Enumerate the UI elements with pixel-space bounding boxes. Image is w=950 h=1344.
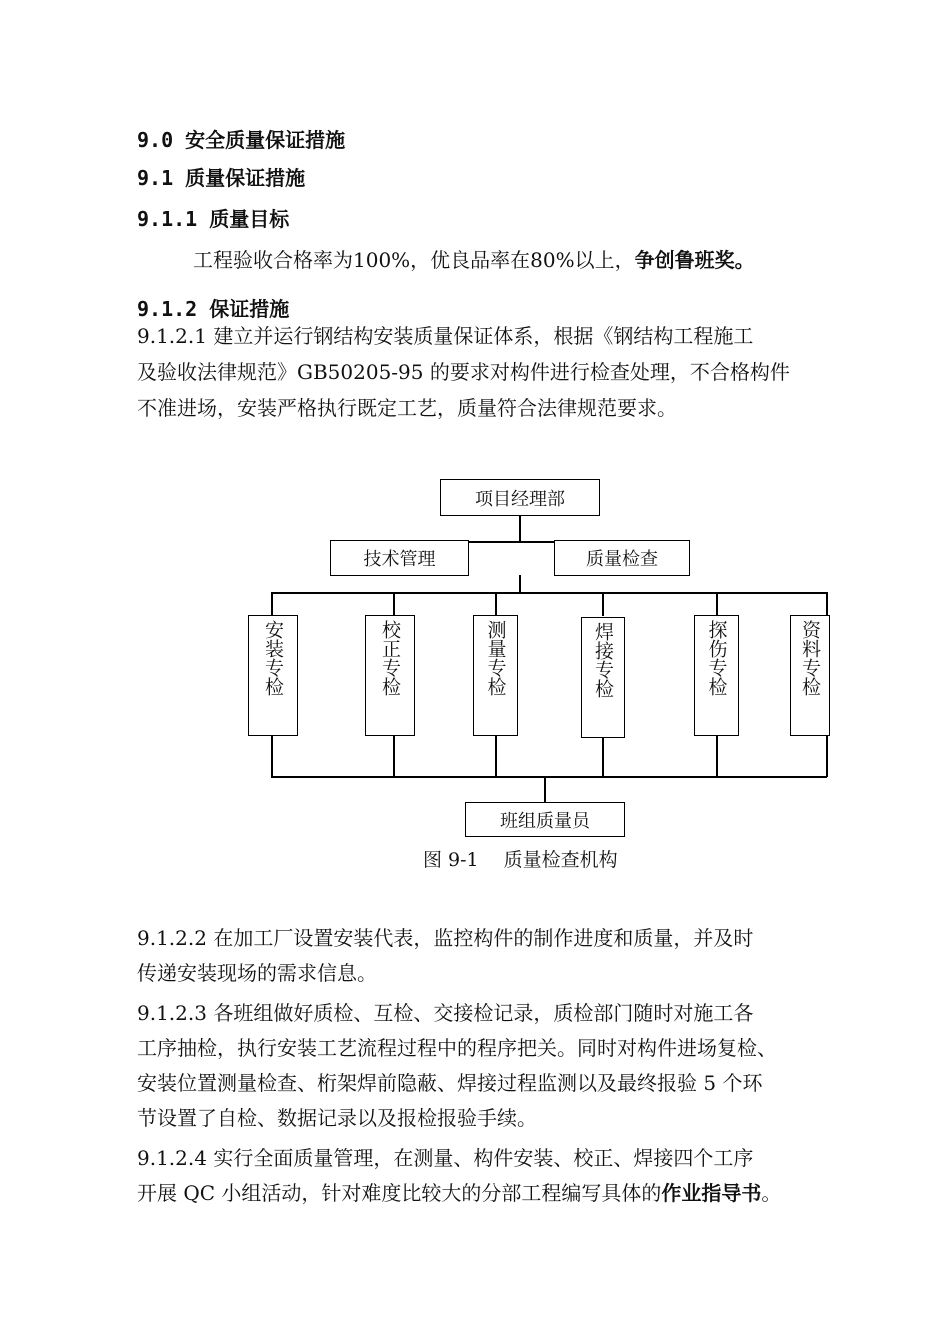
org-node-unit-4: [581, 617, 625, 738]
connector-line: [519, 516, 521, 542]
org-unit-label: 校正专检: [379, 620, 401, 696]
connector-line: [544, 776, 546, 803]
org-unit-label: 测量专检: [484, 620, 507, 696]
org-node-quality-inspection: 质量检查: [554, 540, 690, 576]
paragraph-9-1-2-2-line1: 9.1.2.2 在加工厂设置安装代表，监控构件的制作进度和质量，并及时: [137, 926, 754, 950]
quality-goal-bold: 争创鲁班奖。: [634, 248, 755, 272]
connector-line: [271, 735, 273, 777]
connector-line: [393, 592, 395, 616]
paragraph-9-1-2-3-line4: 节设置了自检、数据记录以及报检报验手续。: [137, 1106, 537, 1130]
org-unit-label: 资料专检: [799, 620, 821, 696]
paragraph-9-1-2-3-line2: 工序抽检，执行安装工艺流程过程中的程序把关。同时对构件进场复检、: [137, 1036, 777, 1060]
paragraph-9-1-2-3-line1: 9.1.2.3 各班组做好质检、互检、交接检记录，质检部门随时对施工各: [137, 1001, 754, 1025]
connector-line: [826, 735, 828, 777]
connector-line: [271, 592, 826, 594]
connector-line: [602, 737, 604, 777]
paragraph-9-1-2-1-line3: 不准进场，安装严格执行既定工艺，质量符合法律规范要求。: [137, 396, 677, 420]
paragraph-bold: 作业指导书: [661, 1181, 762, 1205]
quality-goal: [193, 242, 755, 278]
connector-line: [271, 776, 827, 778]
org-unit-label: 焊接专检: [592, 622, 614, 698]
paragraph-9-1-2-4-line2: [137, 1175, 781, 1211]
connector-line: [716, 592, 718, 616]
paragraph-9-1-2-2-line2: 传递安装现场的需求信息。: [137, 961, 377, 985]
heading-9-1-2: 9.1.2 保证措施: [137, 297, 290, 321]
heading-9-1-1: 9.1.1 质量目标: [137, 207, 290, 231]
org-unit-label: 安装专检: [262, 620, 284, 696]
org-node-project-management: 项目经理部: [440, 479, 600, 516]
connector-line: [716, 735, 718, 777]
quality-goal-text: 工程验收合格率为100%，优良品率在80%以上，: [193, 248, 635, 272]
paragraph-9-1-2-1-line2: 及验收法律规范》GB50205-95 的要求对构件进行检查处理，不合格构件: [137, 360, 790, 384]
connector-line: [495, 735, 497, 777]
paragraph-9-1-2-3-line3: 安装位置测量检查、桁架焊前隐蔽、焊接过程监测以及最终报验 5 个环: [137, 1071, 763, 1095]
paragraph-9-1-2-4-line1: 9.1.2.4 实行全面质量管理，在测量、构件安装、校正、焊接四个工序: [137, 1146, 754, 1170]
connector-line: [826, 592, 828, 616]
org-node-unit-1: [248, 615, 298, 736]
org-node-team-quality-officer: 班组质量员: [465, 802, 625, 837]
org-node-unit-6: [790, 615, 830, 736]
connector-line: [495, 592, 497, 616]
org-node-technical-management: 技术管理: [330, 540, 469, 576]
connector-line: [393, 735, 395, 777]
connector-line: [271, 592, 273, 616]
figure-caption: 图 9-1 质量检查机构: [423, 849, 618, 871]
org-node-unit-3: [473, 615, 518, 736]
paragraph-text: 。: [761, 1181, 782, 1205]
heading-9-0: 9.0 安全质量保证措施: [137, 128, 346, 152]
org-node-unit-2: [365, 615, 415, 736]
paragraph-text: 开展 QC 小组活动，针对难度比较大的分部工程编写具体的: [137, 1181, 662, 1205]
paragraph-9-1-2-1-line1: 9.1.2.1 建立并运行钢结构安装质量保证体系，根据《钢结构工程施工: [137, 324, 754, 348]
connector-line: [602, 592, 604, 616]
connector-line: [519, 575, 521, 593]
org-unit-label: 探伤专检: [705, 620, 728, 696]
org-node-unit-5: [694, 615, 739, 736]
heading-9-1: 9.1 质量保证措施: [137, 166, 306, 190]
